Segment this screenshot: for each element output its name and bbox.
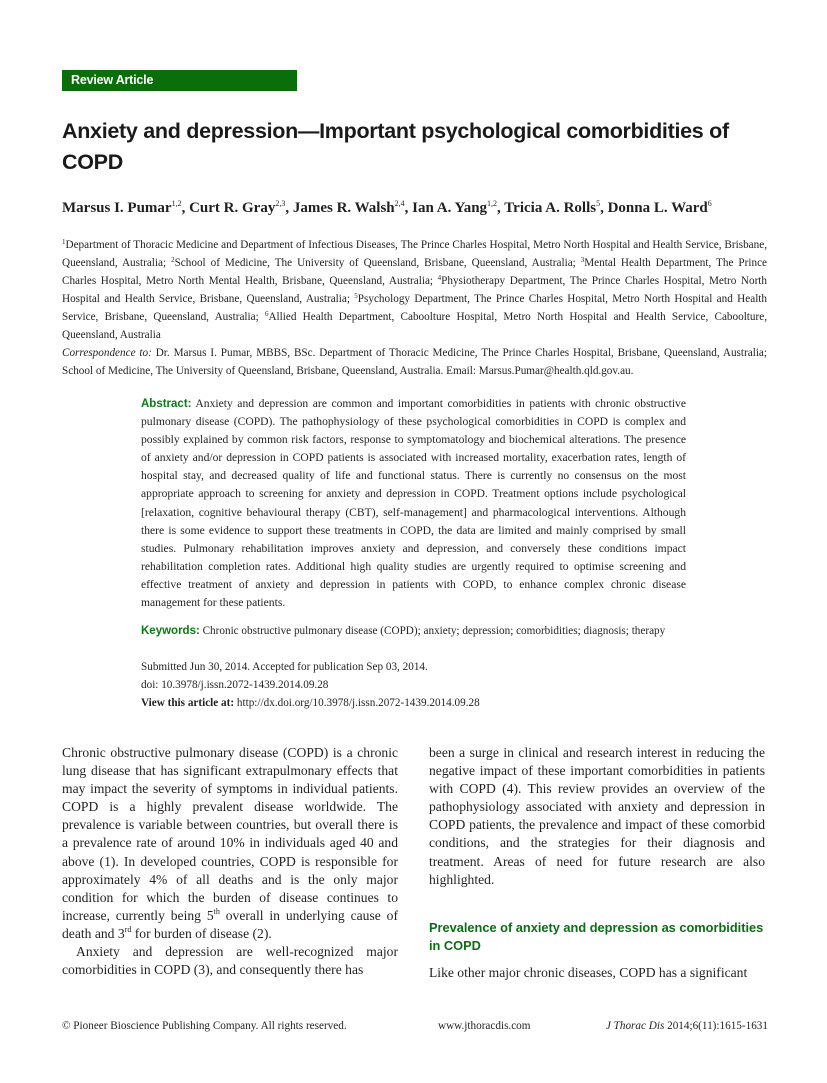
publication-meta: [141, 658, 701, 712]
author-name: Tricia A. Rolls: [504, 200, 597, 216]
affiliation-text: Allied Health Department, Caboolture Hospital, Metro North Hospital and Health Service, Caboolture, Queensland, Australia: [62, 311, 767, 341]
affiliation-text: Physiotherapy Department, The Prince Charles Hospital, Metro North Hospital and Health Service, Brisbane, Queensland, Australia;: [62, 275, 767, 305]
author-affiliation-sup: 2,4: [394, 199, 405, 208]
body-column-right: [429, 744, 765, 982]
body-text: overall in underlying cause of death and 3: [62, 907, 399, 941]
abstract-label: Abstract:: [141, 398, 192, 410]
keywords-label: Keywords:: [141, 625, 200, 637]
affiliations-block: [62, 236, 767, 380]
body-paragraph: been a surge in clinical and research interest in reducing the negative impact of these important comorbidities in patients with COPD (4). This review provides an overview of the pathophysiology associated with anxiety and depression in COPD patients, the prevalence and impact of these comorbid conditions, and the strategies for their diagnosis and treatment. Areas of need for future research are also highlighted.: [429, 745, 765, 887]
body-text: Chronic obstructive pulmonary disease (COPD) is a chronic lung disease that has significant extrapulmonary effects that may impact the severity of symptoms in individual patients. COPD is a highly prevalent disease worldwide. The prevalence is variable between countries, but overall there is a prevalence rate of around 10% in individuals aged 40 and above (1). In developed countries, COPD is responsible for approximately 4% of all deaths and is the only major condition for which the burden of disease continues to increase, currently being 5: [62, 745, 398, 923]
body-column-left: [62, 744, 398, 979]
body-paragraph: [62, 744, 398, 943]
affiliation-number: 2: [171, 256, 175, 264]
author-affiliation-sup: 2,3: [275, 199, 286, 208]
citation: [606, 1020, 768, 1032]
affiliation-text: Psychology Department, The Prince Charles Hospital, Metro North Hospital and Health Service, Brisbane, Queensland, Australia;: [62, 293, 768, 323]
journal-website-link[interactable]: www.jthoracdis.com: [438, 1020, 531, 1032]
section-heading: Prevalence of anxiety and depression as comorbidities in COPD: [429, 919, 764, 953]
correspondence-text: Dr. Marsus I. Pumar, MBBS, BSc. Department of Thoracic Medicine, The Prince Charles Hospital, Brisbane, Queensland, Australia; School of Medicine, The University of Queensland, Brisbane, Queensland, Australia. Email: Marsus.Pumar@health.qld.gov.au.: [62, 347, 768, 377]
view-article-label: View this article at:: [141, 697, 235, 709]
copyright: © Pioneer Bioscience Publishing Company. All rights reserved.: [62, 1020, 347, 1032]
author-name: Ian A. Yang: [412, 200, 488, 216]
affiliation-number: 6: [264, 310, 269, 318]
author-affiliation-sup: 1,2: [171, 199, 182, 208]
affiliations: [62, 236, 767, 344]
ordinal-sup: th: [213, 906, 220, 916]
affiliation-text: Mental Health Department, The Prince Charles Hospital, Metro North Mental Health, Brisbane, Queensland, Australia;: [62, 257, 768, 287]
affiliation-number: 1: [62, 238, 66, 246]
affiliation-number: 3: [580, 256, 585, 264]
affiliation-number: 4: [437, 274, 442, 282]
article-title: Anxiety and depression—Important psychological comorbidities of COPD: [62, 119, 729, 174]
view-article-link[interactable]: http://dx.doi.org/10.3978/j.issn.2072-1439.2014.09.28: [234, 697, 480, 709]
page-footer: [62, 1020, 768, 1036]
body-text: for burden of disease (2).: [131, 925, 272, 941]
body-paragraph: Like other major chronic diseases, COPD has a significant: [429, 964, 748, 980]
citation-details: 2014;6(11):1615-1631: [664, 1020, 768, 1032]
author-list: Marsus I. Pumar$^{1,2}$, Curt R. Gray$^{2,3}$, James R. Walsh$^{2,4}$, Ian A. Yang$^{1,2}$, Tricia A. Rolls$^5$, Donna L. Ward$^6$: [62, 199, 712, 216]
affiliation-text: Department of Thoracic Medicine and Department of Infectious Diseases, The Prince Charles Hospital, Metro North Hospital and Health Service, Brisbane, Queensland, Australia;: [62, 239, 767, 269]
abstract: [141, 395, 686, 612]
author-name: Curt R. Gray: [189, 200, 276, 216]
affiliation-text: School of Medicine, The University of Queensland, Brisbane, Queensland, Australia;: [174, 257, 581, 269]
affiliation-number: 5: [354, 292, 358, 300]
author-affiliation-sup: 5: [596, 199, 601, 208]
correspondence-label: Correspondence to:: [62, 347, 152, 359]
author-affiliation-sup: 6: [707, 199, 712, 208]
author-name: James R. Walsh: [292, 200, 395, 216]
author-name: Marsus I. Pumar: [62, 200, 172, 216]
article-type-banner: [62, 70, 297, 91]
abstract-text: Anxiety and depression are common and important comorbidities in patients with chronic obstructive pulmonary disease (COPD). The pathophysiology of these psychological comorbidities in COPD is complex and possibly explained by common risk factors, response to symptomatology and biochemical alterations. The presence of anxiety and/or depression in COPD patients is associated with increased mortality, exacerbation rates, length of hospital stay, and decreased quality of life and functional status. There is currently no consensus on the most appropriate approach to screening for anxiety and depression in COPD. Treatment options include psychological [relaxation, cognitive behavioural therapy (CBT), self-management] and pharmacological interventions. Although there is some evidence to support these treatments in COPD, the data are limited and mainly comprised by small studies. Pulmonary rehabilitation improves anxiety and depression, and conversely these conditions impact rehabilitation completion rates. Additional high quality studies are urgently required to optimise screening and effective treatment of anxiety and depression in patients with COPD, to enhance complex chronic disease management for these patients.: [141, 397, 686, 610]
keywords: [141, 623, 701, 639]
body-paragraph: Anxiety and depression are well-recognized major comorbidities in COPD (3), and consequently there has: [62, 944, 398, 978]
ordinal-sup: rd: [124, 924, 132, 934]
doi: doi: 10.3978/j.issn.2072-1439.2014.09.28: [141, 679, 329, 691]
author-name: Donna L. Ward: [607, 200, 708, 216]
view-article-line: [141, 694, 701, 712]
keywords-text: Chronic obstructive pulmonary disease (COPD); anxiety; depression; comorbidities; diagnosis; therapy: [199, 625, 666, 637]
journal-name: J Thorac Dis: [605, 1020, 665, 1032]
article-type-label: Review Article: [71, 73, 154, 87]
correspondence: [62, 344, 767, 380]
submission-dates: Submitted Jun 30, 2014. Accepted for publication Sep 03, 2014.: [141, 661, 428, 673]
author-affiliation-sup: 1,2: [487, 199, 498, 208]
